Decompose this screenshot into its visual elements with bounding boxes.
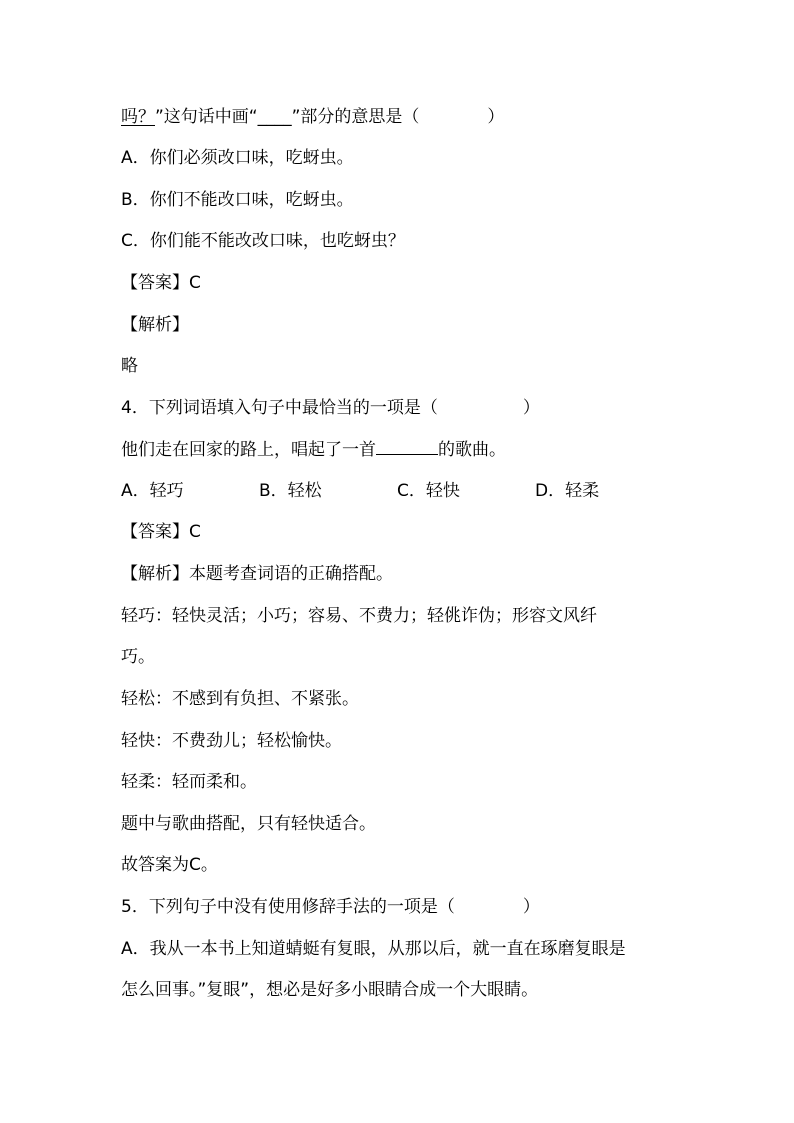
q4-explain-line: 轻松：不感到有负担、不紧张。: [121, 689, 359, 709]
q4-option-b: B．轻松: [259, 481, 322, 501]
q4-sentence-after: 的歌曲。: [438, 440, 506, 460]
q4-explain-line: 巧。: [121, 647, 155, 667]
q4-sentence-before: 他们走在回家的路上，唱起了一首: [121, 440, 376, 460]
q3-analysis-label: 【解析】: [121, 315, 189, 335]
q4-option-c: C．轻快: [397, 481, 460, 501]
q3-analysis: 略: [121, 356, 138, 376]
q5-stem: 5．下列句子中没有使用修辞手法的一项是（ ）: [121, 897, 540, 917]
q3-option-c: C．你们能不能改改口味，也吃蚜虫？: [121, 231, 405, 251]
q4-option-a: A．轻巧: [121, 481, 184, 501]
q4-stem: 4．下列词语填入句子中最恰当的一项是（ ）: [121, 398, 540, 418]
q5-option-a-line: A．我从一本书上知道蜻蜓有复眼，从那以后，就一直在琢磨复眼是: [121, 939, 626, 959]
q3-option-a: A．你们必须改口味，吃蚜虫。: [121, 148, 354, 168]
q4-explain-line: 轻快：不费劲儿；轻松愉快。: [121, 731, 342, 751]
q3-answer: 【答案】C: [121, 273, 201, 293]
q4-sentence: [121, 437, 506, 462]
q4-options: [121, 479, 599, 503]
q5-option-a-line: 怎么回事。”复眼”，想必是好多小眼睛合成一个大眼睛。: [121, 980, 539, 1000]
q4-analysis-intro: 【解析】本题考查词语的正确搭配。: [121, 564, 393, 584]
q3-stem-text: ”这句话中画“____”部分的意思是（ ）: [155, 107, 505, 127]
q3-option-b: B．你们不能改口味，吃蚜虫。: [121, 190, 354, 210]
q4-option-d: D．轻柔: [535, 481, 600, 501]
q4-explain-line: 轻巧：轻快灵活；小巧；容易、不费力；轻佻诈伪；形容文风纤: [121, 606, 597, 626]
q3-stem-underlined: 吗？: [121, 107, 155, 127]
q4-blank: [376, 437, 438, 455]
q4-conclusion: 故答案为C。: [121, 855, 218, 875]
q3-stem: [121, 105, 504, 129]
q4-answer: 【答案】C: [121, 522, 201, 542]
q4-explain-line: 题中与歌曲搭配，只有轻快适合。: [121, 814, 376, 834]
q4-explain-line: 轻柔：轻而柔和。: [121, 772, 257, 792]
